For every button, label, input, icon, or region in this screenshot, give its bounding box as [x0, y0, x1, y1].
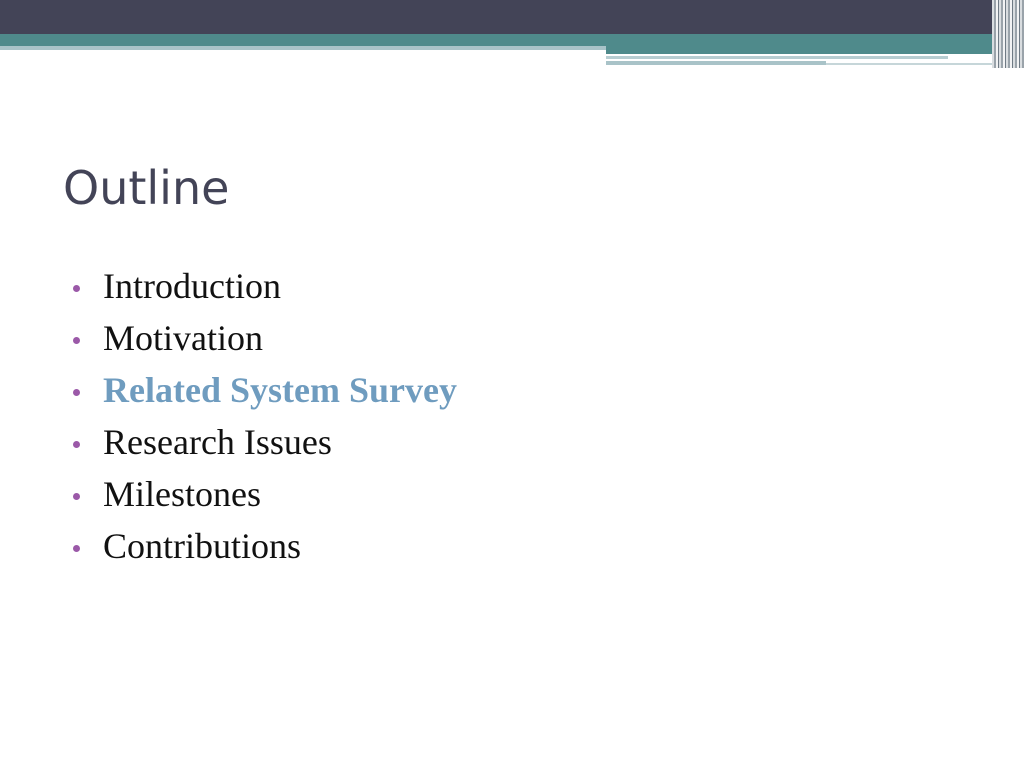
bullet-icon	[73, 441, 80, 448]
bullet-icon	[73, 389, 80, 396]
bullet-label: Milestones	[103, 474, 261, 514]
bullet-icon	[73, 493, 80, 500]
bullet-list	[73, 260, 457, 572]
bullet-icon	[73, 337, 80, 344]
bullet-label: Research Issues	[103, 422, 332, 462]
header-band-teal	[0, 34, 1024, 46]
header-stripes-decoration	[992, 0, 1024, 68]
header-band-dark	[0, 0, 1024, 34]
bullet-item-milestones	[73, 468, 457, 520]
bullet-item-research-issues	[73, 416, 457, 468]
header-band-right-line	[606, 56, 948, 59]
bullet-label: Motivation	[103, 318, 263, 358]
bullet-label: Introduction	[103, 266, 281, 306]
bullet-label: Related System Survey	[103, 370, 457, 410]
bullet-icon	[73, 545, 80, 552]
bullet-item-related-system-survey	[73, 364, 457, 416]
bullet-item-introduction	[73, 260, 457, 312]
bullet-item-motivation	[73, 312, 457, 364]
bullet-item-contributions	[73, 520, 457, 572]
bullet-label: Contributions	[103, 526, 302, 566]
bullet-icon	[73, 285, 80, 292]
header-band-right-line	[606, 61, 826, 65]
header-band-right-line	[826, 63, 998, 65]
header-band-light	[0, 46, 606, 50]
header-band-right-teal	[606, 46, 998, 54]
slide-title: Outline	[63, 161, 230, 215]
